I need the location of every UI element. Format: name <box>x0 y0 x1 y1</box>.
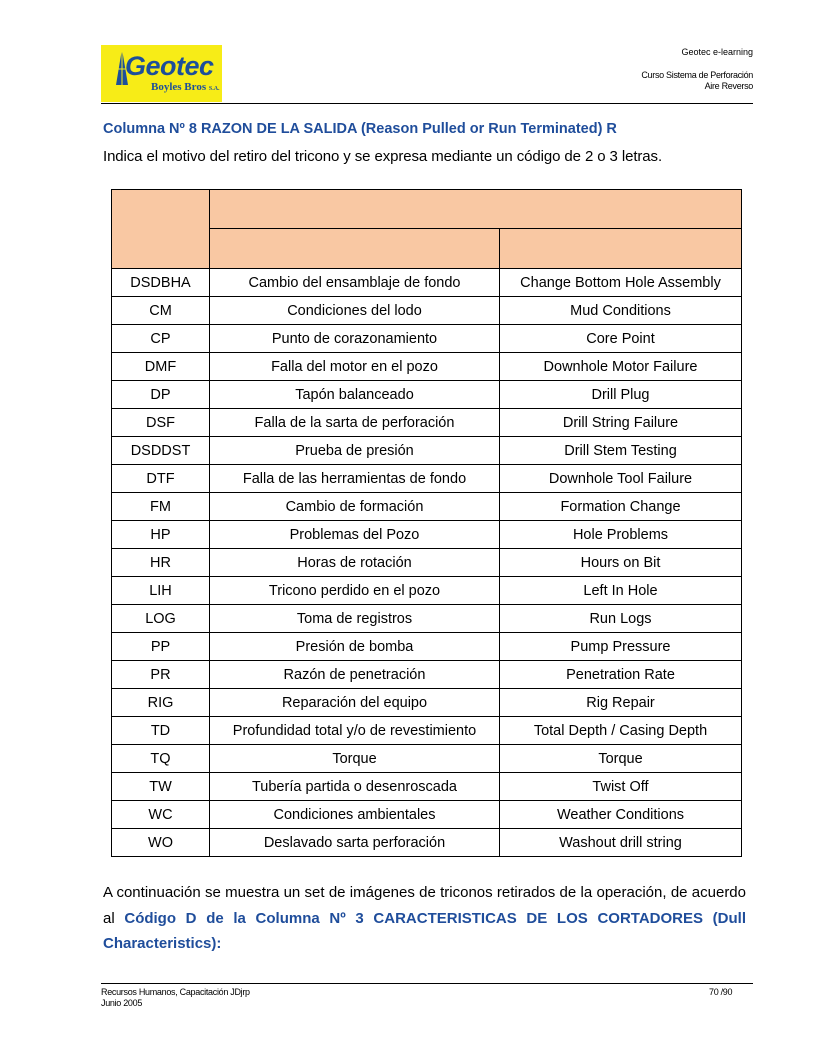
spanish-cell: Problemas del Pozo <box>210 521 500 549</box>
table-row <box>112 773 742 801</box>
spanish-cell: Condiciones del lodo <box>210 297 500 325</box>
english-cell: Run Logs <box>500 605 742 633</box>
english-cell: Total Depth / Casing Depth <box>500 717 742 745</box>
code-cell: DSDBHA <box>112 269 210 297</box>
english-cell: Washout drill string <box>500 829 742 857</box>
section-title: Columna Nº 8 RAZON DE LA SALIDA (Reason Pulled or Run Terminated) R <box>103 121 617 137</box>
table-row <box>112 381 742 409</box>
code-cell: WO <box>112 829 210 857</box>
code-cell: LOG <box>112 605 210 633</box>
table-row <box>112 353 742 381</box>
english-cell: Left In Hole <box>500 577 742 605</box>
table-row <box>112 689 742 717</box>
header-cell-spanish <box>210 229 500 269</box>
header-course-name: Curso Sistema de Perforación <box>641 70 753 80</box>
spanish-cell: Profundidad total y/o de revestimiento <box>210 717 500 745</box>
code-cell: DTF <box>112 465 210 493</box>
code-cell: LIH <box>112 577 210 605</box>
spanish-cell: Falla del motor en el pozo <box>210 353 500 381</box>
code-cell: PP <box>112 633 210 661</box>
table-row <box>112 577 742 605</box>
english-cell: Drill String Failure <box>500 409 742 437</box>
table-row <box>112 549 742 577</box>
code-cell: HP <box>112 521 210 549</box>
header-cell-description <box>210 190 742 229</box>
reason-codes-table <box>111 189 742 857</box>
table-row <box>112 409 742 437</box>
english-cell: Torque <box>500 745 742 773</box>
english-cell: Twist Off <box>500 773 742 801</box>
code-cell: CP <box>112 325 210 353</box>
spanish-cell: Punto de corazonamiento <box>210 325 500 353</box>
table-header-row <box>112 190 742 229</box>
code-cell: DSDDST <box>112 437 210 465</box>
intro-text: Indica el motivo del retiro del tricono y se expresa mediante un código de 2 o 3 letras. <box>103 148 663 165</box>
header-cell-code <box>112 190 210 269</box>
dull-characteristics-reference: Código D de la Columna Nº 3 CARACTERISTICAS DE LOS CORTADORES (Dull Characteristics): <box>103 909 746 952</box>
company-logo <box>101 45 222 102</box>
spanish-cell: Deslavado sarta perforación <box>210 829 500 857</box>
table-row <box>112 745 742 773</box>
english-cell: Change Bottom Hole Assembly <box>500 269 742 297</box>
english-cell: Core Point <box>500 325 742 353</box>
spanish-cell: Razón de penetración <box>210 661 500 689</box>
english-cell: Downhole Motor Failure <box>500 353 742 381</box>
code-cell: TQ <box>112 745 210 773</box>
table-row <box>112 661 742 689</box>
header-cell-english <box>500 229 742 269</box>
footer-date: Junio 2005 <box>101 998 143 1008</box>
english-cell: Rig Repair <box>500 689 742 717</box>
closing-paragraph: A continuación se muestra un set de imágenes de triconos retirados de la operación, de acuerdo al Código D de la Columna Nº 3 CARACTERISTICAS DE LOS CORTADORES (Dull Characteristics): <box>103 884 746 952</box>
code-cell: HR <box>112 549 210 577</box>
table-row <box>112 521 742 549</box>
code-cell: DP <box>112 381 210 409</box>
code-cell: PR <box>112 661 210 689</box>
spanish-cell: Reparación del equipo <box>210 689 500 717</box>
code-cell: DSF <box>112 409 210 437</box>
table-row <box>112 633 742 661</box>
table-row <box>112 269 742 297</box>
table-row <box>112 801 742 829</box>
table-row <box>112 465 742 493</box>
table-row <box>112 297 742 325</box>
english-cell: Formation Change <box>500 493 742 521</box>
english-cell: Hours on Bit <box>500 549 742 577</box>
code-cell: TW <box>112 773 210 801</box>
table-row <box>112 437 742 465</box>
spanish-cell: Tapón balanceado <box>210 381 500 409</box>
english-cell: Penetration Rate <box>500 661 742 689</box>
spanish-cell: Cambio del ensamblaje de fondo <box>210 269 500 297</box>
spanish-cell: Falla de la sarta de perforación <box>210 409 500 437</box>
header-rule <box>101 103 753 104</box>
table-row <box>112 493 742 521</box>
table-row <box>112 325 742 353</box>
code-cell: DMF <box>112 353 210 381</box>
code-cell: RIG <box>112 689 210 717</box>
table-row <box>112 605 742 633</box>
code-cell: WC <box>112 801 210 829</box>
table-row <box>112 717 742 745</box>
english-cell: Weather Conditions <box>500 801 742 829</box>
page-number: 70 /90 <box>709 987 733 997</box>
english-cell: Downhole Tool Failure <box>500 465 742 493</box>
spanish-cell: Falla de las herramientas de fondo <box>210 465 500 493</box>
spanish-cell: Toma de registros <box>210 605 500 633</box>
header-course-topic: Aire Reverso <box>704 81 753 91</box>
code-cell: TD <box>112 717 210 745</box>
footer-credits <box>101 987 250 1009</box>
spanish-cell: Prueba de presión <box>210 437 500 465</box>
english-cell: Drill Plug <box>500 381 742 409</box>
header-info <box>641 47 753 92</box>
english-cell: Mud Conditions <box>500 297 742 325</box>
english-cell: Pump Pressure <box>500 633 742 661</box>
footer-department: Recursos Humanos, Capacitación JDjrp <box>101 987 250 997</box>
spanish-cell: Torque <box>210 745 500 773</box>
logo-subtitle: Boyles Bros S.A. <box>151 81 220 93</box>
spanish-cell: Tricono perdido en el pozo <box>210 577 500 605</box>
table-row <box>112 829 742 857</box>
spanish-cell: Cambio de formación <box>210 493 500 521</box>
english-cell: Drill Stem Testing <box>500 437 742 465</box>
spanish-cell: Horas de rotación <box>210 549 500 577</box>
spanish-cell: Presión de bomba <box>210 633 500 661</box>
spanish-cell: Condiciones ambientales <box>210 801 500 829</box>
spanish-cell: Tubería partida o desenroscada <box>210 773 500 801</box>
code-cell: FM <box>112 493 210 521</box>
english-cell: Hole Problems <box>500 521 742 549</box>
footer-rule <box>101 983 753 984</box>
logo-brand: Geotec <box>125 51 214 81</box>
code-cell: CM <box>112 297 210 325</box>
header-course-site: Geotec e-learning <box>681 47 753 57</box>
